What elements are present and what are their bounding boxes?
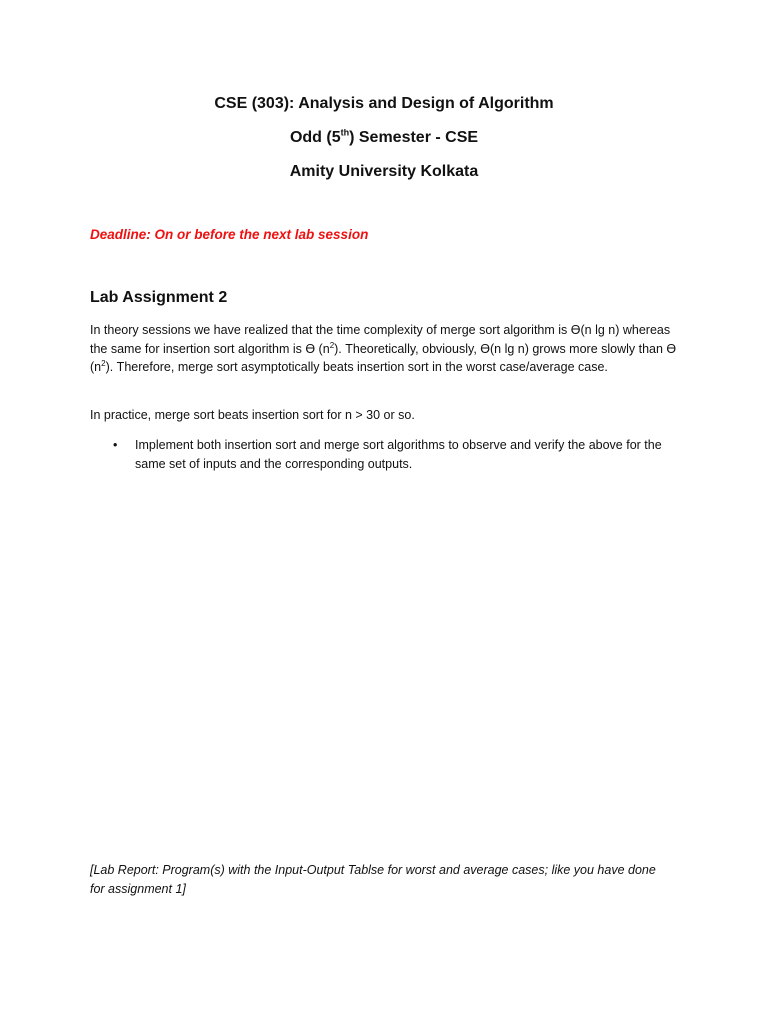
bullet-text: Implement both insertion sort and merge sort algorithms to observe and verify the above for the same set of inputs and the corresponding outputs.: [135, 438, 662, 471]
theory-paragraph-part-3: ). Therefore, merge sort asymptotically beats insertion sort in the worst case/average case.: [105, 360, 608, 374]
theory-paragraph-part-2: ). Theoretically, obviously, ϴ(n lg n) grows more slowly than ϴ (n: [90, 341, 677, 374]
lab-report-note: [Lab Report: Program(s) with the Input-Output Tablse for worst and average cases; like you have done for assignment 1]: [90, 863, 656, 896]
semester-line: [0, 128, 768, 148]
assignment-heading: Lab Assignment 2: [90, 289, 228, 306]
exponent-1: 2: [329, 340, 335, 350]
course-title: CSE (303): Analysis and Design of Algorithm: [214, 95, 554, 112]
theory-paragraph-part-1: In theory sessions we have realized that the time complexity of merge sort algorithm is ϴ(n lg n) whereas the same for insertion sort algorithm is ϴ (n: [90, 323, 671, 356]
practice-paragraph: In practice, merge sort beats insertion sort for n > 30 or so.: [90, 408, 415, 422]
semester-suffix: ) Semester - CSE: [349, 129, 479, 146]
semester-superscript: th: [340, 127, 350, 138]
exponent-2: 2: [101, 358, 106, 368]
university-name: Amity University Kolkata: [289, 163, 479, 180]
semester-prefix: Odd (5: [289, 129, 341, 146]
theory-paragraph: [90, 321, 680, 377]
bullet-icon: •: [113, 438, 118, 452]
deadline-notice: Deadline: On or before the next lab session: [90, 227, 369, 242]
